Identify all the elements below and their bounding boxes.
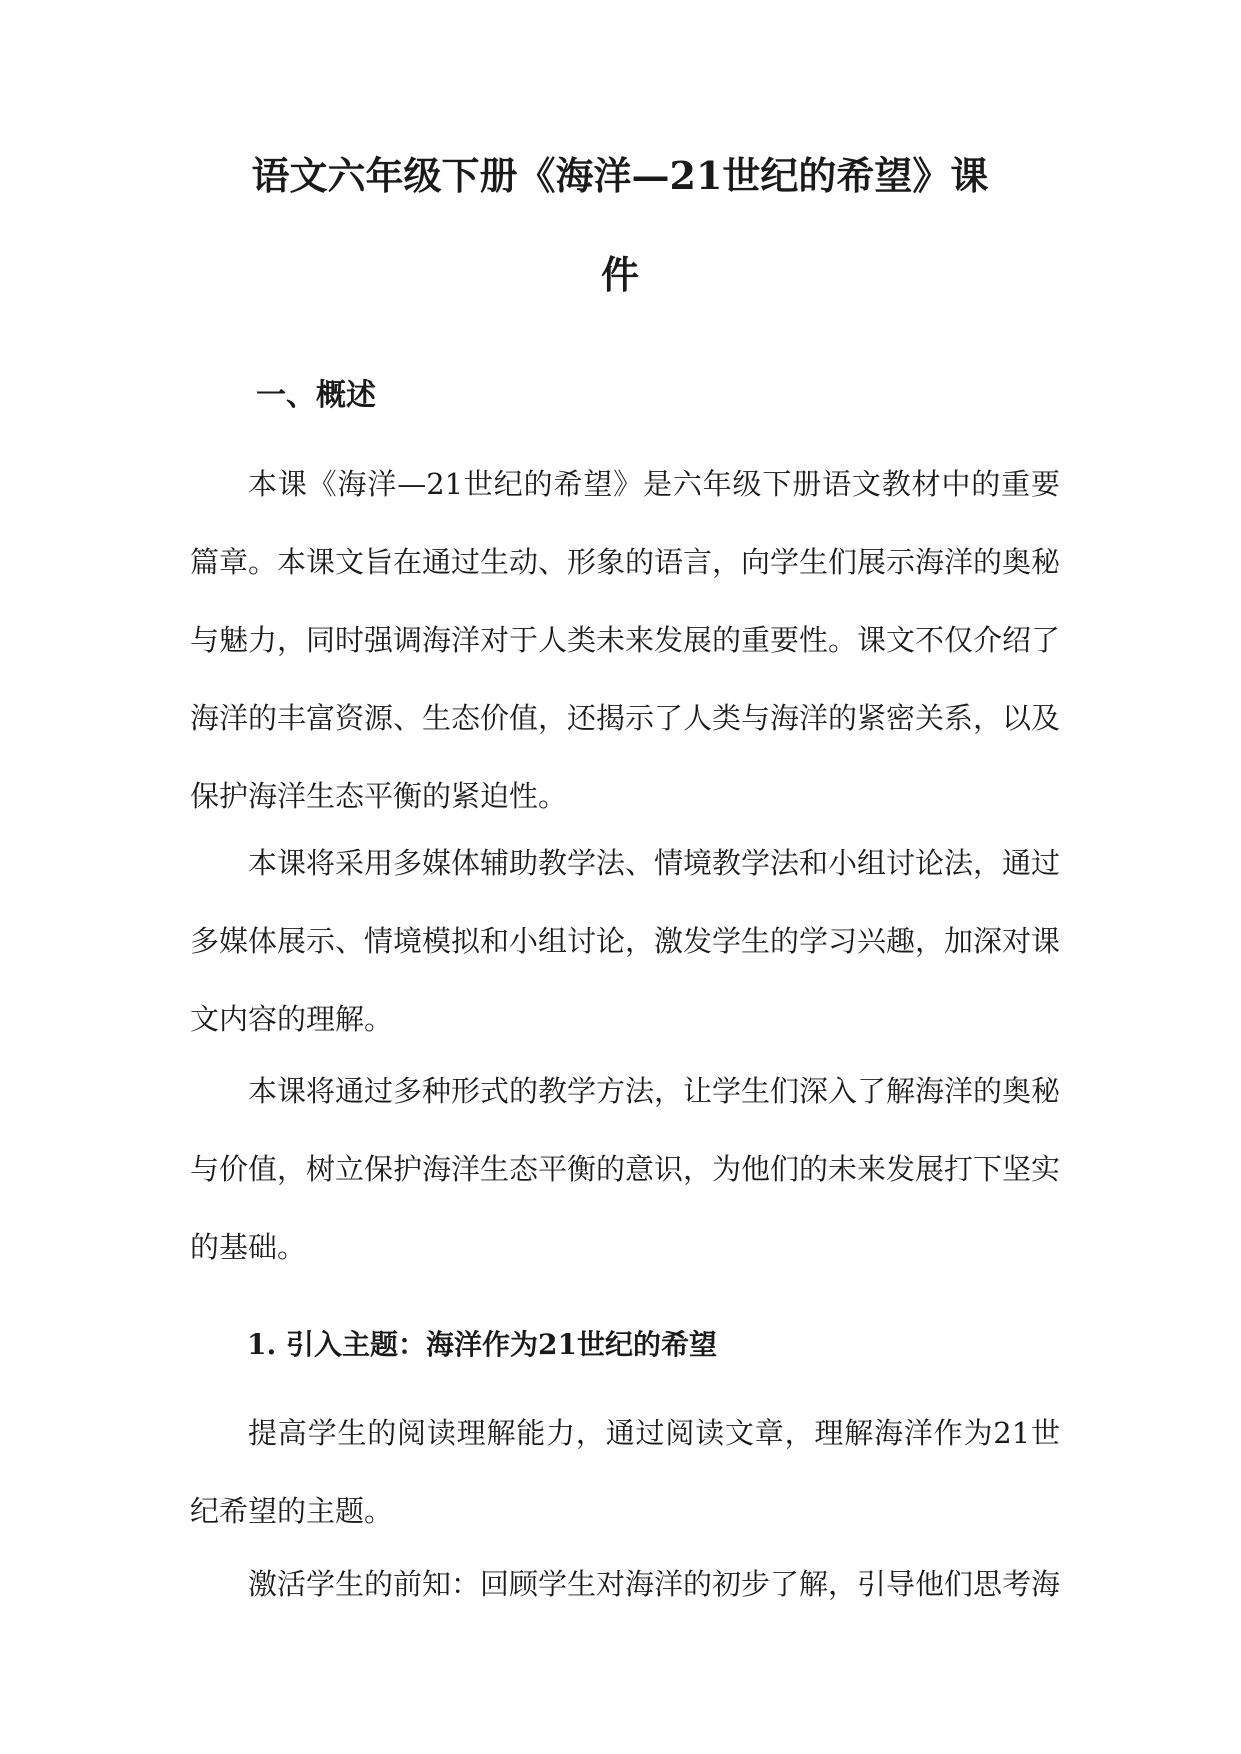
paragraph-overview-1: 本课《海洋—21世纪的希望》是六年级下册语文教材中的重要篇章。本课文旨在通过生动、形象的语言，向学生们展示海洋的奥秘与魅力，同时强调海洋对于人类未来发展的重要性。课文不仅介绍了海洋的丰富资源、生态价值，还揭示了人类与海洋的紧密关系，以及保护海洋生态平衡的紧迫性。 — [190, 467, 1061, 813]
paragraph-intro-1: 提高学生的阅读理解能力，通过阅读文章，理解海洋作为21世纪希望的主题。 — [190, 1416, 1060, 1528]
paragraph-intro-2: 激活学生的前知：回顾学生对海洋的初步了解，引导他们思考海 — [248, 1567, 1061, 1601]
subsection-heading-intro-topic: 1. 引入主题：海洋作为21世纪的希望 — [247, 1328, 717, 1361]
paragraph-overview-2: 本课将采用多媒体辅助教学法、情境教学法和小组讨论法，通过多媒体展示、情境模拟和小组讨论，激发学生的学习兴趣，加深对课文内容的理解。 — [190, 846, 1061, 1036]
section-heading-overview: 一、概述 — [256, 378, 376, 413]
document-title-line-1: 语文六年级下册《海洋—21世纪的希望》课 — [251, 153, 989, 198]
document-title-line-2: 件 — [600, 252, 639, 297]
paragraph-overview-3: 本课将通过多种形式的教学方法，让学生们深入了解海洋的奥秘与价值，树立保护海洋生态平衡的意识，为他们的未来发展打下坚实的基础。 — [190, 1074, 1061, 1264]
